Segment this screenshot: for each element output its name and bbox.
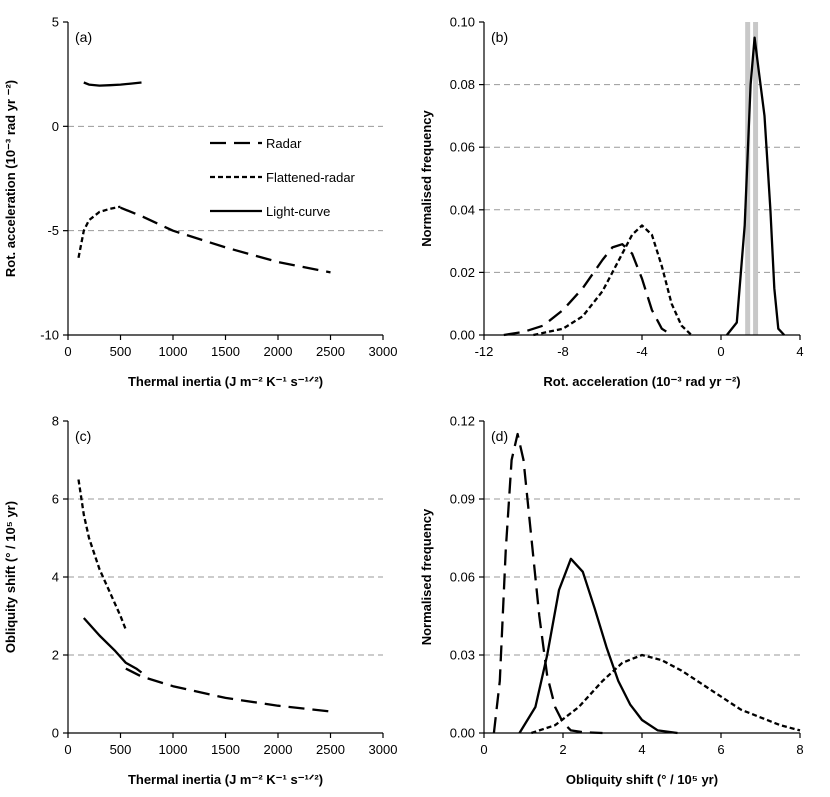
y-tick-label: 0.03 <box>449 647 475 663</box>
y-tick-label: 0.09 <box>449 491 475 507</box>
panel-2 <box>419 15 804 390</box>
panel-label: (c) <box>75 428 92 444</box>
x-tick-label: 4 <box>638 742 646 757</box>
panel-1 <box>3 15 397 390</box>
y-tick-label: 0.00 <box>449 327 475 343</box>
x-tick-label: 0 <box>64 344 72 359</box>
y-tick-label: 0 <box>51 118 59 134</box>
y-tick-label: 0.12 <box>449 413 475 429</box>
x-axis-label: Obliquity shift (° / 10⁵ yr) <box>565 772 719 787</box>
x-tick-label: -4 <box>636 344 648 359</box>
y-tick-label: 0 <box>51 725 59 741</box>
x-tick-label: 6 <box>717 742 725 757</box>
x-tick-label: 8 <box>796 742 804 757</box>
series-flattened-radar <box>79 207 121 258</box>
x-tick-label: 2500 <box>316 742 345 757</box>
x-tick-label: 0 <box>480 742 488 757</box>
series-radar <box>504 244 672 335</box>
legend-label: Flattened-radar <box>266 170 355 185</box>
x-tick-label: 0 <box>717 344 725 359</box>
x-tick-label: 0 <box>64 742 72 757</box>
x-axis-label: Thermal inertia (J m⁻² K⁻¹ s⁻¹ᐟ²) <box>127 772 324 787</box>
y-axis-label: Rot. acceleration (10⁻³ rad yr ⁻²) <box>3 79 18 278</box>
x-tick-label: 1000 <box>158 742 188 757</box>
y-tick-label: 8 <box>51 413 59 429</box>
y-axis-label: Normalised frequency <box>419 110 434 247</box>
legend-label: Radar <box>266 136 302 151</box>
x-tick-label: -8 <box>557 344 569 359</box>
legend-label: Light-curve <box>266 204 331 219</box>
series-flattened-radar <box>531 655 800 733</box>
y-tick-label: -5 <box>47 223 59 239</box>
series-radar <box>126 669 331 712</box>
y-tick-label: 0.02 <box>449 264 475 280</box>
y-tick-label: 5 <box>51 14 59 30</box>
panel-label: (a) <box>75 29 93 45</box>
x-tick-label: 1500 <box>211 742 240 757</box>
y-axis-label: Normalised frequency <box>419 508 434 646</box>
y-tick-label: 2 <box>51 647 59 663</box>
y-tick-label: 0.06 <box>449 569 475 585</box>
y-tick-label: 4 <box>51 569 59 585</box>
panel-label: (d) <box>491 428 509 444</box>
x-tick-label: 1000 <box>158 344 188 359</box>
y-tick-label: 0.04 <box>449 202 475 218</box>
panel-3 <box>3 414 397 788</box>
x-tick-label: -12 <box>474 344 494 359</box>
x-tick-label: 2 <box>559 742 567 757</box>
x-axis-label: Rot. acceleration (10⁻³ rad yr ⁻²) <box>543 374 741 389</box>
y-tick-label: 0.08 <box>449 77 475 93</box>
panel-4 <box>419 414 804 788</box>
x-tick-label: 500 <box>109 344 132 359</box>
x-tick-label: 500 <box>109 742 132 757</box>
y-tick-label: 0.10 <box>449 14 475 30</box>
x-tick-label: 4 <box>796 344 804 359</box>
x-axis-label: Thermal inertia (J m⁻² K⁻¹ s⁻¹ᐟ²) <box>127 374 324 389</box>
series-flattened-radar <box>533 225 691 335</box>
x-tick-label: 3000 <box>368 742 398 757</box>
x-tick-label: 2000 <box>263 742 293 757</box>
panel-label: (b) <box>491 29 509 45</box>
x-tick-label: 3000 <box>368 344 398 359</box>
y-tick-label: 6 <box>51 491 59 507</box>
x-tick-label: 2500 <box>316 344 345 359</box>
series-light-curve <box>84 618 142 673</box>
y-axis-label: Obliquity shift (° / 10⁵ yr) <box>3 500 18 654</box>
series-light-curve <box>84 83 142 86</box>
y-tick-label: -10 <box>40 327 59 343</box>
series-flattened-radar <box>79 480 126 630</box>
y-tick-label: 0.06 <box>449 139 475 155</box>
y-tick-label: 0.00 <box>449 725 475 741</box>
x-tick-label: 2000 <box>263 344 293 359</box>
x-tick-label: 1500 <box>211 344 240 359</box>
